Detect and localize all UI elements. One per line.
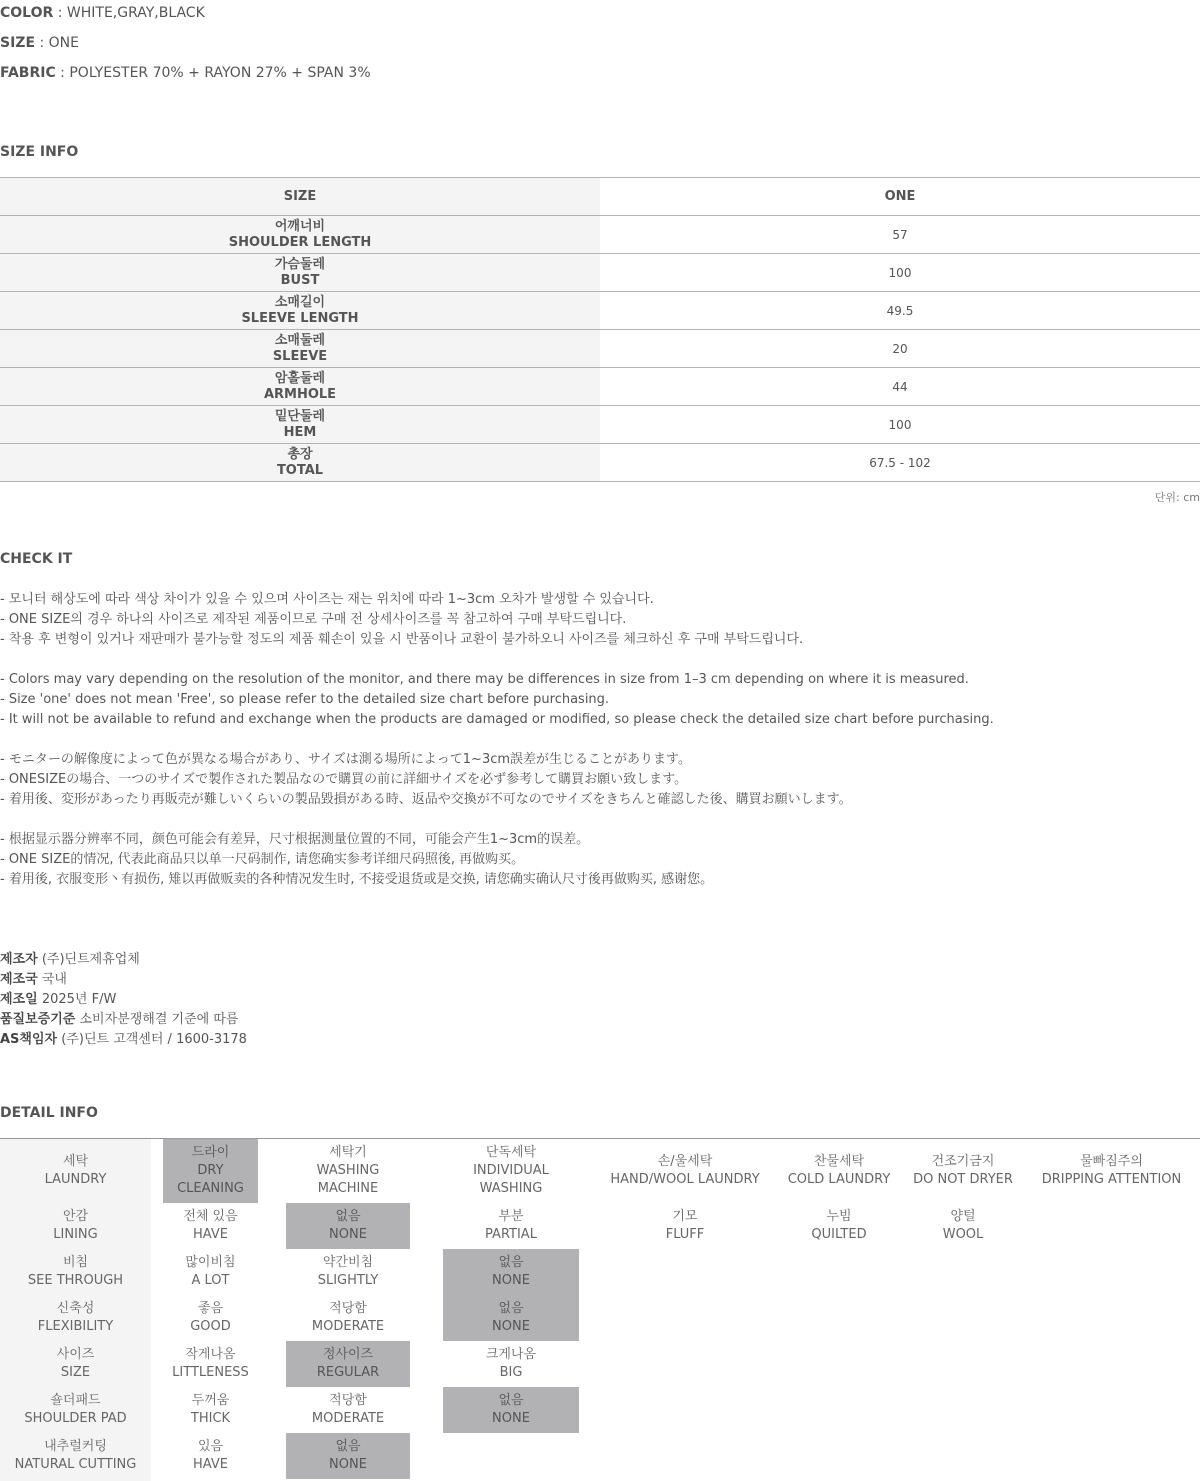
detail-info-title: DETAIL INFO	[0, 1105, 98, 1121]
size-row-label	[0, 216, 600, 253]
detail-option-ko: 없음	[498, 1301, 524, 1316]
maker-value: 국내	[37, 972, 67, 987]
size-info-title: SIZE INFO	[0, 144, 79, 160]
maker-key: 제조국	[0, 972, 38, 987]
size-row	[0, 444, 1200, 482]
detail-option-ko: 정사이즈	[322, 1347, 374, 1362]
detail-row-label	[0, 1139, 151, 1203]
size-label-en: TOTAL	[276, 462, 324, 478]
detail-option-ko: 없음	[335, 1439, 361, 1454]
detail-option-en: NONE	[329, 1457, 367, 1472]
detail-option-en: NONE	[492, 1319, 530, 1334]
detail-option	[286, 1295, 410, 1341]
size-table-header	[0, 178, 1200, 216]
detail-option-ko: 건조기금지	[931, 1154, 995, 1169]
size-label-ko: 소매길이	[274, 294, 326, 310]
detail-option-en: THICK	[190, 1411, 231, 1426]
size-row-label	[0, 254, 600, 291]
detail-label-en: LAUNDRY	[44, 1172, 107, 1187]
detail-option-ko: 손/울세탁	[657, 1154, 713, 1169]
note-line-ja: - モニターの解像度によって色が異なる場合があり、サイズは測る場所によって1~3cm誤差が生じることがあります。	[0, 752, 691, 767]
detail-option	[163, 1387, 258, 1433]
detail-row-label	[0, 1203, 151, 1249]
detail-option-ko: 적당함	[329, 1393, 367, 1408]
size-row-label	[0, 292, 600, 329]
detail-option-en: MODERATE	[311, 1411, 385, 1426]
fabric-key: FABRIC	[0, 65, 56, 81]
detail-option-ko: 크게나옴	[485, 1347, 537, 1362]
detail-option-ko: 두꺼움	[191, 1393, 230, 1408]
detail-label-ko: 안감	[62, 1209, 89, 1224]
detail-option-selected	[286, 1433, 410, 1479]
size-table	[0, 177, 1200, 482]
size-row-label	[0, 444, 600, 481]
detail-option-ko: 세탁기	[329, 1145, 367, 1160]
detail-label-ko: 사이즈	[56, 1347, 95, 1362]
detail-option-ko: 작게나옴	[185, 1347, 236, 1362]
color-value: : WHITE,GRAY,BLACK	[53, 5, 205, 21]
detail-label-ko: 비침	[62, 1255, 89, 1270]
size-label-en: SLEEVE	[272, 348, 328, 364]
detail-table	[0, 1138, 1200, 1481]
detail-option-ko: 약간비침	[322, 1255, 374, 1270]
size-value: 100	[888, 265, 912, 280]
size-value: 57	[892, 227, 908, 242]
detail-option-en: REGULAR	[316, 1365, 380, 1380]
color-key: COLOR	[0, 5, 54, 21]
maker-value: (주)딘트 고객센터 / 1600-3178	[57, 1032, 247, 1047]
maker-row	[0, 990, 247, 1010]
note-gap	[0, 810, 994, 830]
detail-option-en: QUILTED	[811, 1227, 867, 1242]
detail-option-selected	[286, 1341, 410, 1387]
detail-option	[163, 1203, 258, 1249]
maker-key: 제조일	[0, 992, 38, 1007]
size-row	[0, 216, 1200, 254]
note-line-ko: - ONE SIZE의 경우 하나의 사이즈로 제작된 제품이므로 구매 전 상세사이즈를 꼭 참고하여 구매 부탁드립니다.	[0, 612, 627, 627]
detail-option-en: DO NOT DRYER	[913, 1172, 1013, 1187]
size-value: 100	[888, 417, 912, 432]
manufacturer-info	[0, 950, 247, 1050]
detail-option-ko: 없음	[335, 1209, 361, 1224]
size-label-ko: 가슴둘레	[274, 256, 326, 272]
size-label-en: HEM	[283, 424, 317, 440]
size-value: 67.5 - 102	[869, 455, 931, 470]
detail-option-en: A LOT	[191, 1273, 230, 1288]
size-label-ko: 소매둘레	[274, 332, 326, 348]
detail-option	[600, 1203, 770, 1249]
size-key: SIZE	[0, 35, 36, 51]
detail-option	[443, 1341, 579, 1387]
maker-row	[0, 1010, 247, 1030]
size-row-label	[0, 406, 600, 443]
maker-row	[0, 970, 247, 990]
detail-option-en: NONE	[329, 1227, 367, 1242]
detail-label-en: SHOULDER PAD	[24, 1411, 127, 1426]
detail-row-label	[0, 1249, 151, 1295]
detail-option-en: HAND/WOOL LAUNDRY	[610, 1172, 760, 1187]
maker-value: 소비자분쟁해결 기준에 따름	[75, 1012, 239, 1027]
size-label-ko: 밑단둘레	[274, 408, 326, 424]
size-header-value: ONE	[884, 189, 916, 204]
detail-option	[906, 1139, 1020, 1203]
color-spec	[0, 4, 205, 22]
size-label-en: BUST	[280, 272, 320, 288]
detail-option-ko: 전체 있음	[183, 1209, 238, 1224]
detail-label-en: SEE THROUGH	[27, 1273, 124, 1288]
detail-label-en: SIZE	[60, 1365, 91, 1380]
detail-option-ko: 많이비침	[185, 1255, 236, 1270]
size-row-label	[0, 330, 600, 367]
detail-option-en: NONE	[492, 1273, 530, 1288]
detail-option-ko: 드라이	[191, 1145, 230, 1160]
size-label-ko: 총장	[287, 446, 313, 462]
detail-option-ko: 물빠짐주의	[1080, 1154, 1143, 1169]
detail-option-ko: 없음	[498, 1255, 524, 1270]
detail-option	[286, 1249, 410, 1295]
detail-label-en: LINING	[53, 1227, 98, 1242]
check-it-title: CHECK IT	[0, 551, 73, 567]
detail-row-label	[0, 1341, 151, 1387]
note-line-en: - Size 'one' does not mean 'Free', so please refer to the detailed size chart before purchasing.	[0, 692, 610, 707]
check-it-notes	[0, 590, 994, 890]
detail-option-selected	[286, 1203, 410, 1249]
note-line-zh: - ONE SIZE的情况, 代表此商品只以单一尺码制作, 请您确实参考详细尺码照後, 再做购买。	[0, 852, 525, 867]
maker-value: 2025년 F/W	[37, 992, 117, 1007]
detail-label-ko: 신축성	[56, 1301, 95, 1316]
note-line-ko: - 모니터 해상도에 따라 색상 차이가 있을 수 있으며 사이즈는 재는 위치에 따라 1~3cm 오차가 발생할 수 있습니다.	[0, 592, 654, 607]
detail-option-en: COLD LAUNDRY	[787, 1172, 891, 1187]
size-label-ko: 어깨너비	[274, 218, 326, 234]
size-spec	[0, 34, 79, 52]
detail-option-selected	[443, 1295, 579, 1341]
detail-option	[286, 1139, 410, 1203]
detail-row-label	[0, 1387, 151, 1433]
detail-option	[771, 1203, 907, 1249]
detail-option	[443, 1203, 579, 1249]
detail-option	[771, 1139, 907, 1203]
detail-option	[163, 1433, 258, 1479]
size-label-en: ARMHOLE	[263, 386, 337, 402]
note-line-en: - It will not be available to refund and exchange when the products are damaged or modified, so please check the detailed size chart before purchasing.	[0, 712, 994, 727]
fabric-value: : POLYESTER 70% + RAYON 27% + SPAN 3%	[55, 65, 371, 81]
detail-option-en: GOOD	[190, 1319, 231, 1334]
note-line-ja: - ONESIZEの場合、一つのサイズで製作された製品なので購買の前に詳細サイズを必ず参考して購買お願い致します。	[0, 772, 688, 787]
detail-option-ko: 좋음	[197, 1301, 224, 1316]
detail-option-ko: 찬물세탁	[813, 1154, 865, 1169]
detail-label-ko: 내추럴커팅	[44, 1439, 107, 1454]
note-line-zh: - 着用後, 衣服变形丶有损伤, 雉以再做贩卖的各种情况发生时, 不接受退货或是交换, 请您确实确认尺寸後再做购买, 感谢您。	[0, 872, 714, 887]
maker-key: 제조자	[0, 952, 38, 967]
detail-option-en: SLIGHTLY	[317, 1273, 379, 1288]
detail-option-ko: 있음	[197, 1439, 224, 1454]
size-header-label: SIZE	[0, 178, 600, 215]
size-value: : ONE	[35, 35, 79, 51]
detail-option	[906, 1203, 1020, 1249]
detail-option-en: HAVE	[193, 1227, 228, 1242]
maker-row	[0, 1030, 247, 1050]
detail-option	[163, 1295, 258, 1341]
detail-option-ko: 부분	[498, 1209, 524, 1224]
detail-option-ko: 적당함	[329, 1301, 367, 1316]
size-row	[0, 254, 1200, 292]
maker-row	[0, 950, 247, 970]
detail-option-ko: 없음	[498, 1393, 524, 1408]
detail-option-selected	[163, 1139, 258, 1203]
size-row	[0, 368, 1200, 406]
detail-option-ko: 양털	[950, 1209, 976, 1224]
detail-option-en: LITTLENESS	[172, 1365, 249, 1380]
detail-option-en: BIG	[499, 1365, 523, 1380]
maker-key: AS책임자	[0, 1032, 58, 1047]
detail-option	[600, 1139, 770, 1203]
size-label-en: SHOULDER LENGTH	[228, 234, 372, 250]
size-label-ko: 암홀둘레	[274, 370, 326, 386]
detail-option-en: PARTIAL	[485, 1227, 537, 1242]
detail-label-ko: 세탁	[62, 1154, 89, 1169]
detail-row-label	[0, 1295, 151, 1341]
size-row	[0, 292, 1200, 330]
detail-option-ko: 기모	[672, 1209, 698, 1224]
detail-option	[1023, 1139, 1200, 1203]
note-line-zh: - 根据显示器分辨率不同，颜色可能会有差异，尺寸根据测量位置的不同，可能会产生1~3cm的误差。	[0, 832, 590, 847]
note-gap	[0, 650, 994, 670]
detail-option-ko: 단독세탁	[485, 1145, 537, 1160]
detail-label-ko: 숄더패드	[50, 1393, 101, 1408]
size-row	[0, 330, 1200, 368]
detail-option-en: HAVE	[193, 1457, 228, 1472]
detail-label-en: NATURAL CUTTING	[14, 1457, 137, 1472]
detail-label-en: FLEXIBILITY	[37, 1319, 114, 1334]
detail-option-en: MODERATE	[311, 1319, 385, 1334]
detail-option-en: NONE	[492, 1411, 530, 1426]
unit-note: 단위: cm	[1154, 491, 1200, 504]
detail-option-selected	[443, 1387, 579, 1433]
size-value: 49.5	[886, 303, 914, 318]
size-row	[0, 406, 1200, 444]
detail-option	[163, 1341, 258, 1387]
size-label-en: SLEEVE LENGTH	[241, 310, 359, 326]
maker-value: (주)딘트제휴업체	[37, 952, 140, 967]
detail-option	[163, 1249, 258, 1295]
size-value: 44	[892, 379, 908, 394]
maker-key: 품질보증기준	[0, 1012, 76, 1027]
detail-option-en: DRY CLEANING	[177, 1163, 244, 1196]
detail-option	[286, 1387, 410, 1433]
note-line-ko: - 착용 후 변형이 있거나 재판매가 불가능할 정도의 제품 훼손이 있을 시 반품이나 교환이 불가하오니 사이즈를 체크하신 후 구매 부탁드립니다.	[0, 632, 804, 647]
detail-option-en: INDIVIDUAL WASHING	[473, 1163, 549, 1196]
detail-option	[443, 1139, 579, 1203]
fabric-spec	[0, 64, 371, 82]
detail-row-label	[0, 1433, 151, 1479]
detail-option-ko: 누빔	[826, 1209, 852, 1224]
note-gap	[0, 730, 994, 750]
detail-option-en: FLUFF	[665, 1227, 705, 1242]
detail-option-selected	[443, 1249, 579, 1295]
detail-option-en: WASHING MACHINE	[316, 1163, 380, 1196]
detail-option-en: WOOL	[942, 1227, 984, 1242]
size-row-label	[0, 368, 600, 405]
size-value: 20	[892, 341, 908, 356]
note-line-en: - Colors may vary depending on the resolution of the monitor, and there may be differences in size from 1–3 cm depending on where it is measured.	[0, 672, 969, 687]
note-line-ja: - 着用後、変形があったり再販売が難しいくらいの製品毀損がある時、返品や交換が不可なのでサイズをきちんと確認した後、購買お願いします。	[0, 792, 852, 807]
detail-option-en: DRIPPING ATTENTION	[1041, 1172, 1182, 1187]
